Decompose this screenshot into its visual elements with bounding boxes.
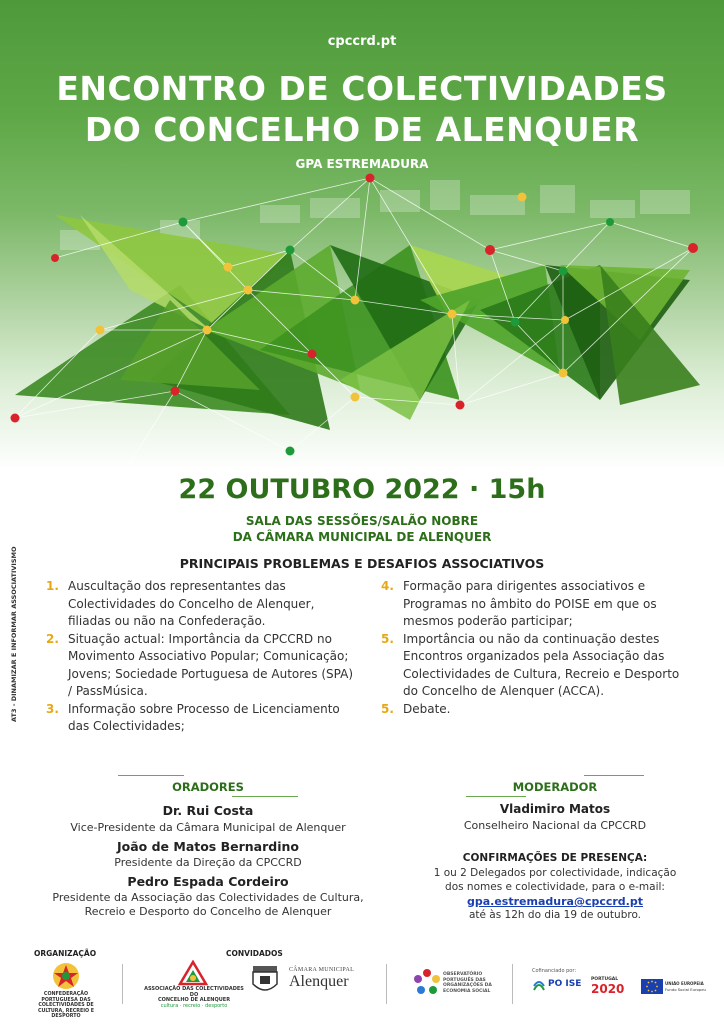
agenda-number: 5.	[381, 631, 394, 646]
oradores-heading: ORADORES	[118, 780, 298, 794]
agenda-item	[381, 701, 691, 719]
convidados-label: CONVIDADOS	[226, 949, 283, 958]
speaker-name: João de Matos Bernardino	[116, 839, 299, 854]
poise-logo-icon	[532, 978, 546, 992]
confirmations-heading: CONFIRMAÇÕES DE PRESENÇA:	[462, 852, 648, 864]
title-line-1: ENCONTRO DE COLECTIVIDADES	[56, 69, 668, 108]
agenda-text: Importância ou não da continuação destes Encontros organizados pela Associação das Colectividades de Cultura, Recreio e Desporto do Concelho de Alenquer (ACCA).	[403, 631, 680, 698]
agenda-number: 3.	[46, 701, 59, 716]
confirmations-line-1: 1 ou 2 Delegados por colectividade, indicação	[433, 867, 677, 879]
agenda-text: Situação actual: Importância da CPCCRD no Movimento Associativo Popular; Comunicação; Jovens; Sociedade Portuguesa de Autores (SPA) / PassMúsica.	[68, 631, 354, 698]
speaker-role-line-2: Recreio e Desporto do Concelho de Alenquer	[84, 905, 332, 918]
speaker-role: Presidente da Direção da CPCCRD	[114, 856, 302, 869]
venue-line-2: DA CÂMARA MUNICIPAL DE ALENQUER	[232, 530, 492, 544]
camara-name-text: Alenquer	[289, 973, 349, 990]
organizacao-label: ORGANIZAÇÃO	[34, 949, 97, 958]
agenda-text: Auscultação dos representantes das Colectividades do Concelho de Alenquer, filiadas ou não na Confederação.	[68, 579, 315, 628]
hero-banner	[0, 0, 724, 470]
agenda-item	[381, 631, 691, 701]
footer-logos	[0, 944, 724, 1024]
confirmations-line-2: dos nomes e colectividade, para o e-mail:	[445, 881, 665, 893]
site-url[interactable]: cpccrd.pt	[327, 34, 397, 49]
agenda-number: 4.	[381, 579, 394, 593]
fse-text: Fundo Social Europeu	[665, 987, 706, 992]
page-title	[0, 68, 724, 150]
alenquer-crest-icon	[250, 964, 280, 996]
event-date: 22 OUTUBRO 2022 · 15h	[178, 474, 546, 505]
moderador-heading: MODERADOR	[466, 780, 644, 794]
agenda-list-right	[381, 578, 691, 718]
portugal-2020-text: 2020	[591, 982, 625, 996]
eu-flag-icon	[641, 979, 663, 994]
agenda-text: Debate.	[403, 701, 451, 716]
agenda-item	[46, 631, 356, 701]
camara-small-text: CÂMARA MUNICIPAL	[289, 967, 355, 973]
footer-divider	[122, 964, 123, 1004]
title-line-2: DO CONCELHO DE ALENQUER	[84, 110, 640, 149]
event-venue	[0, 513, 724, 545]
footer-divider	[512, 964, 513, 1004]
agenda-item	[381, 578, 691, 631]
footer-divider	[386, 964, 387, 1004]
acca-text-line-2: CONCELHO DE ALENQUER	[157, 997, 231, 1003]
cofinanciado-label: Cofinanciado por:	[532, 968, 577, 974]
acca-tagline: cultura · recreio · desporto	[160, 1002, 228, 1009]
speaker-name: Pedro Espada Cordeiro	[127, 874, 289, 889]
confirmations-text	[400, 866, 710, 894]
agenda-number: 2.	[46, 631, 59, 646]
venue-line-1: SALA DAS SESSÕES/SALÃO NOBRE	[245, 514, 479, 528]
cpccrd-logo-text: CONFEDERAÇÃO PORTUGUESA DAS COLECTIVIDADES DE CULTURA, RECREIO E DESPORTO	[37, 992, 95, 1019]
agenda-text: Informação sobre Processo de Licenciamento das Colectividades;	[68, 701, 340, 733]
agenda-number: 1.	[46, 579, 59, 593]
acca-text-line-1: ASSOCIAÇÃO DAS COLECTIVIDADES DO	[144, 986, 244, 998]
agenda-text: Formação para dirigentes associativos e Programas no âmbito do POISE em que os mesmos poderão participar;	[403, 579, 657, 628]
speaker-role: Vice-Presidente da Câmara Municipal de Alenquer	[70, 821, 346, 834]
contact-email-link[interactable]: gpa.estremadura@cpccrd.pt	[467, 895, 643, 908]
observatorio-logo-icon	[413, 968, 441, 996]
cpccrd-logo-icon	[44, 961, 88, 991]
side-vertical-text: AT3 - DINAMIZAR E INFORMAR ASSOCIATIVISMO	[10, 546, 18, 722]
agenda-heading: PRINCIPAIS PROBLEMAS E DESAFIOS ASSOCIATIVOS	[179, 556, 545, 571]
moderator-name: Vladimiro Matos	[499, 802, 611, 816]
speaker-name: Dr. Rui Costa	[162, 803, 254, 818]
portugal-text: PORTUGAL	[591, 977, 619, 982]
page-subtitle: GPA ESTREMADURA	[295, 157, 429, 171]
confirmations-deadline: até às 12h do dia 19 de outubro.	[468, 909, 642, 921]
agenda-number: 5.	[381, 701, 394, 716]
acca-logo-text	[140, 987, 248, 1009]
agenda-item	[46, 578, 356, 631]
agenda-item	[46, 701, 356, 736]
speaker-role-line-1: Presidente da Associação das Colectividades de Cultura,	[52, 891, 364, 904]
moderator-role: Conselheiro Nacional da CPCCRD	[463, 819, 647, 832]
acca-logo-icon	[178, 960, 208, 986]
poise-text: PO ISE	[548, 979, 582, 989]
ue-text: UNIÃO EUROPEIA	[665, 981, 704, 986]
agenda-list-left	[46, 578, 356, 736]
observatorio-text: OBSERVATÓRIO PORTUGUÊS DAS ORGANIZAÇÕES DA ECONOMIA SOCIAL	[443, 972, 492, 994]
